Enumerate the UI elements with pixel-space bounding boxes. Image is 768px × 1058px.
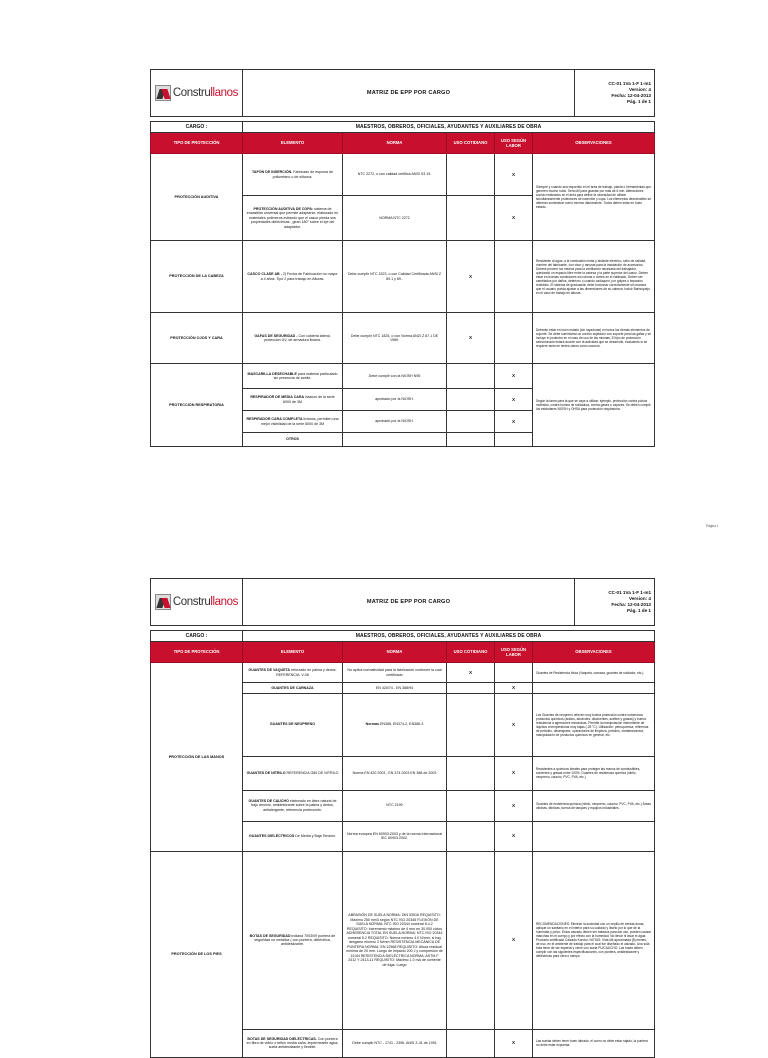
cargo-label: CARGO : (151, 122, 243, 133)
epp-matrix-sheet-2 (150, 578, 655, 1058)
uso-cotidiano-cell (447, 389, 495, 411)
epp-table (150, 630, 655, 1058)
uso-labor-mark: X (495, 790, 533, 821)
elemento-copa: PROTECCIÓN AUDITIVA DE COPA: sistema de encastillar universal que permite adaptarse, elaborado en materiales polímeros evitando que el casco pierda sus propiedades dieléctricas , giran 180° sobre el eje del adaptador. (243, 196, 343, 241)
elemento-neopreno: GUANTES DE NEOPRENO (243, 693, 343, 756)
uso-cotidiano-cell (447, 756, 495, 790)
uso-cotidiano-cell (447, 821, 495, 851)
uso-labor-mark: X (495, 364, 533, 389)
logo-text-part1: Constru (172, 86, 211, 99)
page-number: Página 1 (706, 524, 719, 528)
uso-cotidiano-cell (447, 851, 495, 1029)
table-row (151, 241, 655, 313)
norma-gafas: Debe cumplir NTC 1825, o con Norma ANZI Z 87.1 DE 1989. (343, 313, 447, 364)
elemento-media-cara: RESPIRADOR DE MEDIA CARA livianos de la serie 6000 de 3M (243, 389, 343, 411)
uso-labor-mark: X (495, 389, 533, 411)
column-header-tipo: TIPO DE PROTECCIÓN (151, 133, 243, 154)
uso-cotidiano-cell (447, 154, 495, 196)
norma-cara-completa: aprobado por la NIOSH. (343, 411, 447, 433)
uso-labor-mark: X (495, 821, 533, 851)
norma-casco: Debe cumplir NTC 1523, o con Calidad Certificada ANSI Z 89.1 y 89.. (343, 241, 447, 313)
table-row (151, 364, 655, 389)
column-header-uso-labor: USO SEGÚN LABOR (495, 133, 533, 154)
observaciones-ojos: Deberán estar en buen estado (sin rayaduras) en todos los demás elementos de soporte. Se debe suministrar un cordón sujetador con soporte para las gafas y se incluye el protector en el caso de uso de las mismas. El tipo de protección seleccionado estará acorde con la actividad que se desarrolle, evaluando si se requiere tanto en lentes claros como oscuros. (533, 313, 655, 364)
uso-labor-cell (495, 241, 533, 313)
elemento-botas-dielectricas: BOTAS DE SEGURIDAD DIELÉCTRICAS. Con puntera en fibra de vidrio o teflón media caña, impermeable agua, suela antideslizante y flexible. (243, 1029, 343, 1057)
uso-cotidiano-mark: X (447, 663, 495, 683)
tipo-manos: PROTECCIÓN DE LAS MANOS (151, 663, 243, 852)
document-version: Version: 4 (629, 595, 651, 601)
document-title: MATRIZ DE EPP POR CARGO (243, 70, 575, 117)
column-header-norma: NORMA (343, 133, 447, 154)
uso-labor-cell (495, 313, 533, 364)
elemento-vaqueta: GUANTES DE VAQUETA reforzado en palma y dedos. REFERENCIA: V-08 (243, 663, 343, 683)
elemento-botas: BOTAS DE SEGURIDAD indiana 7003/09 puntera de seguridad no metálica ( con puntera, dieléctrica, antideslizante. (243, 851, 343, 1029)
norma-nitrilo: Norma EN 420 2003 , EN 374 2003 EN 388 de 2003 (343, 756, 447, 790)
norma-neopreno: Normas EN388, EN374-2, EN388-3 (343, 693, 447, 756)
column-header-observaciones: OBSERVACIONES (533, 642, 655, 663)
elemento-otros: OTROS (243, 433, 343, 447)
norma-carnaza: EN 420/74 - EN 388/94 (343, 683, 447, 694)
observaciones-auditiva: Siempre y cuando sea requerido en el área de trabajo, planta o herramientas que generen mucho ruido. Será útil para guardar por más de 6 min. Alteraciones sonido realizados en el área para definir la necesidad de utilizar simultáneamente protectores de inserción y copa. Los elementos desechables se deberán suministrar como mínimo diariamente. Todos deben estar en buen estado. (533, 154, 655, 241)
norma-media-cara: aprobado por la NIOSH. (343, 389, 447, 411)
column-header-observaciones: OBSERVACIONES (533, 133, 655, 154)
uso-cotidiano-cell (447, 411, 495, 433)
document-code: CC-01 1Va 1-F 1-m1 (608, 589, 651, 595)
uso-labor-mark: X (495, 756, 533, 790)
uso-cotidiano-mark: X (447, 313, 495, 364)
column-header-tipo: TIPO DE PROTECCIÓN (151, 642, 243, 663)
document-code: CC-01 1Va 1-F 1-m1 (608, 80, 651, 86)
uso-labor-mark: X (495, 693, 533, 756)
logo-mark-icon (155, 594, 171, 610)
norma-copa: NORMA NTC 2272 (343, 196, 447, 241)
uso-labor-mark: X (495, 196, 533, 241)
table-row (151, 313, 655, 364)
document-header (150, 578, 655, 626)
elemento-cara-completa: RESPIRADOR CARA COMPLETA livianos, permiten una mejor visibilidad de la serie 6000 de 3M (243, 411, 343, 433)
column-header-row (151, 642, 655, 663)
document-header (150, 69, 655, 117)
cargo-value: MAESTROS, OBREROS, OFICIALES, AYUDANTES Y AUXILIARES DE OBRA (243, 631, 655, 642)
observaciones-cabeza: Resistente al agua ,a la combustión lenta y aislante eléctrico, sello de calidad, nombre del fabricante, con visor y ranuras para la instalación de accesorios. Deberá proveer los medios para la ventilación necesaria del trabajador, quedando un espacio libre entre la cabeza y la parte superior del casco. Deben estar en buenas condiciones sin roturas o cortes en el cableado, Deben ser cambiados por daños, deterioro o cuando caduquen, por golpes o impactos recibidos. El sistema de graduación debe funcionar correctamente sin manera que el usuario pueda ajustar a las dimensiones de su cabeza. Incluir Barbuquejo en el caso de trabajo en alturas. (533, 241, 655, 313)
tipo-respiratoria: PROTECCIÓN RESPIRATORIA (151, 364, 243, 447)
column-header-uso-cotidiano: USO COTIDIANO (447, 133, 495, 154)
observaciones-nitrilo: Resistentes a químicos ideales para proteger las manos de combustibles, solventes y grasas entre 100%. Guantes de resistencia química (nitrilo, neopreno, caucho, PVC, PVA, etc.) (533, 756, 655, 790)
elemento-dielectricos: GUANTES DIELÉCTRICOS De Media y Baja Tensión. (243, 821, 343, 851)
document-date: Fecha: 12-04-2013 (611, 93, 651, 98)
elemento-mascarilla: MASCARILLA DESECHABLE para material particulado sin presencia de aceite. (243, 364, 343, 389)
table-row (151, 154, 655, 196)
elemento-tapon: TAPÓN DE INSERCIÓN. Fabricado de espuma de poliuretano o de silicona. (243, 154, 343, 196)
logo-text-part2: llanos (210, 86, 238, 99)
document-page: Pág. 1 de 1 (626, 99, 651, 105)
norma-botas-dielectricas: Debe cumplir NTC - 1741 - 2396, ANSI Z-41 de 1991 (343, 1029, 447, 1057)
elemento-gafas: GAFAS DE SEGURIDAD - Con cubierta lateral, protección UV, de armadura liviana. (243, 313, 343, 364)
column-header-norma: NORMA (343, 642, 447, 663)
uso-cotidiano-cell (447, 364, 495, 389)
uso-cotidiano-mark: X (447, 241, 495, 313)
uso-cotidiano-cell (447, 790, 495, 821)
norma-dielectricos: Norma europea EN 60903:2003 y de la norma internacional IEC 60903:2002. (343, 821, 447, 851)
norma-botas: ABRASIÓN DE SUELA NORMA: DIN 53516 REQUISITO: Máximo 250 mm3 según NTC ISO 20346 FLEXIÓN DE SUELA NORMA: NTC ISO 20344 numeral 8.4.2 REQUISITO: Incremento máximo de 4 mm en 30.000 ciclos ADHERENCIA TOTAL EN SUELA NORMA: NTC ISO 20344 numeral 5.2 REQUISITO: Norma mínimo 4.0 N/mm, si hay desgarro mínimo 3 N/mm RESISTENCIA MECÁNICA DE PUNTERA NORMA: EN 12568 REQUISITO: Altura residual mínima de 20 mm. Luego de impacto 200 J y compresión de 15 kN RESISTENCIA DIELÉCTRICA NORMA: ASTM F 2412 Y 2413-11 REQUISITO: Máximo 1.0 mA de corriente de fuga. Luego (343, 851, 447, 1029)
logo-text-part1: Constru (172, 595, 211, 608)
logo-text-part2: llanos (210, 595, 238, 608)
company-logo (155, 594, 238, 610)
document-title: MATRIZ DE EPP POR CARGO (243, 579, 575, 626)
norma-mascarilla: Debe cumplir con la NIOSH N95 (343, 364, 447, 389)
column-header-elemento: ELEMENTO (243, 133, 343, 154)
tipo-auditiva: PROTECCIÓN AUDITIVA (151, 154, 243, 241)
norma-vaqueta: No aplica normatividad para la fabricación conforme la cual certificado (343, 663, 447, 683)
uso-cotidiano-cell (447, 683, 495, 694)
tipo-ojos: PROTECCIÓN OJOS Y CARA (151, 313, 243, 364)
column-header-row (151, 133, 655, 154)
column-header-elemento: ELEMENTO (243, 642, 343, 663)
observaciones-caucho: Guantes de resistencia química (nitrilo, neopreno, caucho, PVC, PVA, etc.) Áreas oficinas, fábricas, tuerca de tanques y equipos industriales. (533, 790, 655, 821)
uso-labor-mark: X (495, 154, 533, 196)
uso-labor-cell (495, 663, 533, 683)
observaciones-botas: RECOMENDACIONES: Eliminar la suciedad con un cepillo de cerdas duras, aplique un sanitario en el interior para su cuidado y lávelo por lo que de la humedad y polvo. Estos calzado deben ser tratados para dar olor, pueden causar manchas en el cuerpo y por efecto con la humedad. No llevar ni lavar el agua. Producto certificado Calzado Kondor. NOTAS: Vida útil aproximada (8) meses, de uso, en el ambiente de trabajo para el cual fue diseñado el calzado. Una sola bota tiene de ser esperial y viene con suela PU/CAUCHO. Las botas deben cumplir con las siguientes especificaciones, con puntera, antideslizante y dieléctricas para obra o campo. (533, 851, 655, 1029)
logo-mark-icon (155, 85, 171, 101)
elemento-caucho: GUANTES DE CAUCHO elaborado en látex natural de bajo amonio, antideslizante sobre la palma y dedos, antialergante, referencia protecomfo. (243, 790, 343, 821)
company-logo (155, 85, 238, 101)
column-header-uso-cotidiano: USO COTIDIANO (447, 642, 495, 663)
observaciones-respiratoria: Según la tarea para la que se vaya a utilizar, ejemplo, protección contra polvos molestos, contra humos de soldadura, contra gases o vapores. Se deben cumplir los estándares NIOSH y OHSA para protección respiratoria. (533, 364, 655, 447)
elemento-nitrilo: GUANTES DE NITRILO REFERENCIA G80 DE NITRILO (243, 756, 343, 790)
uso-cotidiano-cell (447, 196, 495, 241)
cargo-row (151, 631, 655, 642)
uso-labor-mark: X (495, 851, 533, 1029)
company-logo-cell (151, 579, 243, 626)
tipo-cabeza: PROTECCIÓN DE LA CABEZA (151, 241, 243, 313)
epp-matrix-sheet-1 (150, 69, 655, 447)
observaciones-vaqueta: Guantes de Resistencia física (Vaqueta, carnaza, guantes de soldador, etc.). (533, 663, 655, 683)
uso-cotidiano-cell (447, 1029, 495, 1057)
elemento-carnaza: GUANTES DE CARNAZA (243, 683, 343, 694)
observaciones-neopreno: Los Guantes de neopreno ofrecen muy buena protección contra numerosos productos químicos (ácidos, alcoholes, disolventes, aceites y grasas) y buena resistencia a agresiones mecánicas. Permite la manipulación intermitente de líquidos a temperaturas muy bajas (-25 °C). Utilización: petroquímica, refinerías de petróleo, desengrase, operaciones de limpieza, petróleo, metalmecánica, manipulación de productos químicos en general, etc. (533, 693, 655, 756)
table-row (151, 663, 655, 683)
norma-caucho: NTC 2190 (343, 790, 447, 821)
observaciones-botas-dielectricas: Las suelas deben tener buen labrado, el cuero no debe estar rajado, la puntera no debe estar expuesta. (533, 1029, 655, 1057)
document-date: Fecha: 12-04-2013 (611, 602, 651, 607)
company-logo-cell (151, 70, 243, 117)
column-header-uso-labor: USO SEGÚN LABOR (495, 642, 533, 663)
norma-tapon: NTC 2272, o con calidad certifica ANSI S3.19. (343, 154, 447, 196)
epp-table (150, 121, 655, 447)
document-page: Pág. 1 de 1 (626, 608, 651, 614)
cargo-label: CARGO : (151, 631, 243, 642)
uso-labor-mark: X (495, 1029, 533, 1057)
uso-cotidiano-cell (447, 693, 495, 756)
cargo-value: MAESTROS, OBREROS, OFICIALES, AYUDANTES Y AUXILIARES DE OBRA (243, 122, 655, 133)
cargo-row (151, 122, 655, 133)
document-version: Version: 4 (629, 86, 651, 92)
uso-labor-mark: X (495, 683, 533, 694)
document-meta (575, 70, 655, 117)
document-meta (575, 579, 655, 626)
table-row (151, 851, 655, 1029)
uso-labor-mark: X (495, 411, 533, 433)
elemento-casco: CASCO CLASE AB - 2) Fecha de Fabricación no mayor a 4 años. Tipo 2 para trabajo en Alturas. (243, 241, 343, 313)
tipo-pies: PROTECCIÓN DE LOS PIES (151, 851, 243, 1057)
